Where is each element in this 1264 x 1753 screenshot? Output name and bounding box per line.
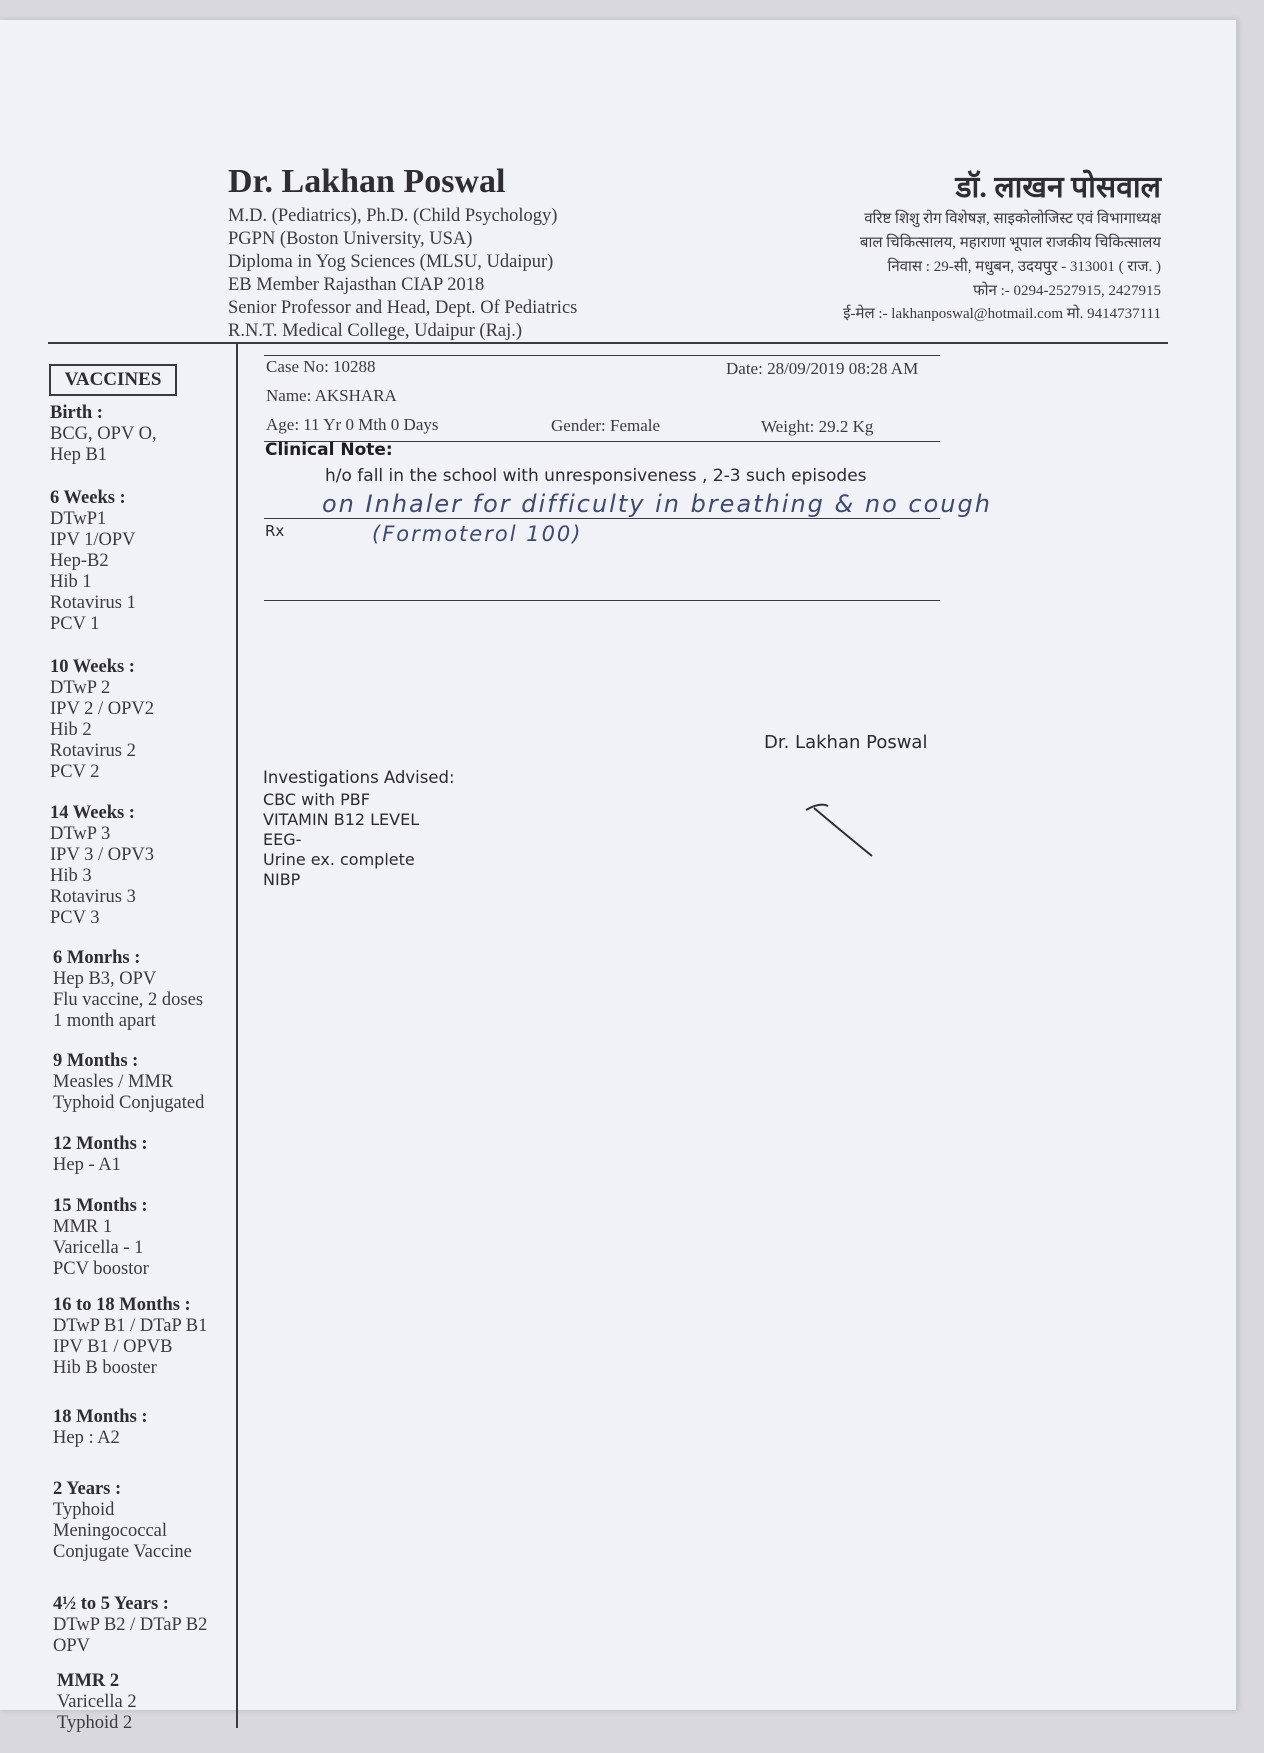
vaccine-item: PCV 1 bbox=[50, 614, 100, 634]
vaccine-item: Hep : A2 bbox=[53, 1428, 120, 1448]
hindi-info-line: ई-मेल :- lakhanposwal@hotmail.com मो. 9414737111 bbox=[843, 306, 1161, 322]
investigation-item: VITAMIN B12 LEVEL bbox=[263, 810, 420, 829]
vaccine-group bbox=[53, 1407, 238, 1449]
qualification-line: Diploma in Yog Sciences (MLSU, Udaipur) bbox=[228, 252, 554, 272]
header-divider bbox=[48, 342, 1168, 344]
vaccine-item: Varicella - 1 bbox=[53, 1238, 144, 1258]
vaccine-item: IPV 1/OPV bbox=[50, 530, 136, 550]
vaccine-item: MMR 1 bbox=[53, 1217, 113, 1237]
patient-gender: Gender: Female bbox=[551, 416, 661, 435]
qualification-line: M.D. (Pediatrics), Ph.D. (Child Psychology) bbox=[228, 206, 558, 226]
vaccine-group bbox=[50, 657, 235, 783]
vaccine-group bbox=[50, 803, 235, 929]
vaccine-item: Rotavirus 2 bbox=[50, 741, 136, 761]
investigations-title: Investigations Advised: bbox=[263, 768, 455, 787]
hindi-info-line: निवास : 29-सी, मधुबन, उदयपुर - 313001 ( राज. ) bbox=[887, 259, 1161, 275]
rx-label: Rx bbox=[265, 522, 285, 540]
investigation-item: EEG- bbox=[263, 830, 302, 849]
vaccine-item: Rotavirus 3 bbox=[50, 887, 136, 907]
vaccine-group-heading: 4½ to 5 Years : bbox=[53, 1594, 169, 1614]
vaccine-item: BCG, OPV O, bbox=[50, 424, 157, 444]
rx-rule bbox=[264, 518, 940, 519]
signature-name: Dr. Lakhan Poswal bbox=[764, 732, 928, 753]
vaccine-group-heading: 9 Months : bbox=[53, 1051, 139, 1071]
rx-bottom-rule bbox=[264, 600, 940, 601]
qualification-line: PGPN (Boston University, USA) bbox=[228, 229, 473, 249]
vaccine-group-heading: 10 Weeks : bbox=[50, 657, 135, 677]
vaccine-item: Varicella 2 bbox=[57, 1692, 137, 1712]
vaccine-group-heading: 14 Weeks : bbox=[50, 803, 135, 823]
vaccine-item: Hep - A1 bbox=[53, 1155, 121, 1175]
qualification-line: Senior Professor and Head, Dept. Of Pediatrics bbox=[228, 298, 578, 318]
vaccine-group-heading: 12 Months : bbox=[53, 1134, 148, 1154]
qualification-line: R.N.T. Medical College, Udaipur (Raj.) bbox=[228, 321, 523, 341]
vaccine-item: PCV 3 bbox=[50, 908, 100, 928]
vaccine-item: Hib 2 bbox=[50, 720, 92, 740]
vaccines-title: VACCINES bbox=[49, 364, 177, 396]
vaccine-group-heading: 16 to 18 Months : bbox=[53, 1295, 191, 1315]
investigation-item: NIBP bbox=[263, 870, 301, 889]
vaccine-item: Typhoid 2 bbox=[57, 1713, 133, 1733]
vaccine-item: Hep B3, OPV bbox=[53, 969, 157, 989]
vaccine-group bbox=[53, 1051, 238, 1114]
handwritten-note: on Inhaler for difficulty in breathing & no cough bbox=[322, 490, 992, 518]
doctor-name: Dr. Lakhan Poswal bbox=[228, 163, 506, 200]
vaccine-item: OPV bbox=[53, 1636, 91, 1656]
prescription-paper bbox=[0, 20, 1238, 1733]
vaccine-item: PCV 2 bbox=[50, 762, 100, 782]
investigation-item: CBC with PBF bbox=[263, 790, 370, 809]
investigation-item: Urine ex. complete bbox=[263, 850, 415, 869]
vaccine-group bbox=[53, 1134, 238, 1176]
vaccine-group bbox=[53, 1196, 238, 1280]
vaccine-group bbox=[53, 1479, 238, 1563]
vaccine-group bbox=[50, 488, 235, 635]
vaccine-item: DTwP 3 bbox=[50, 824, 111, 844]
vaccine-item: DTwP B2 / DTaP B2 bbox=[53, 1615, 208, 1635]
vaccine-item: IPV 3 / OPV3 bbox=[50, 845, 154, 865]
vaccine-item: Meningococcal bbox=[53, 1521, 168, 1541]
patient-weight: Weight: 29.2 Kg bbox=[761, 417, 874, 436]
clinical-note-text: h/o fall in the school with unresponsiveness , 2-3 such episodes bbox=[325, 466, 867, 486]
vaccine-group-heading: 2 Years : bbox=[53, 1479, 122, 1499]
vaccine-item: Rotavirus 1 bbox=[50, 593, 136, 613]
signature-mark bbox=[800, 800, 880, 860]
vaccine-item: Typhoid bbox=[53, 1500, 115, 1520]
clinical-note-label: Clinical Note: bbox=[265, 440, 393, 460]
handwritten-note: (Formoterol 100) bbox=[372, 522, 583, 546]
hindi-info-line: बाल चिकित्सालय, महाराणा भूपाल राजकीय चिकित्सालय bbox=[859, 235, 1161, 251]
vaccine-item: DTwP 2 bbox=[50, 678, 111, 698]
vaccine-group bbox=[57, 1671, 242, 1734]
vaccine-group-heading: 18 Months : bbox=[53, 1407, 148, 1427]
vaccine-group-heading: 6 Weeks : bbox=[50, 488, 126, 508]
vaccine-group-heading: 6 Monrhs : bbox=[53, 948, 141, 968]
vaccine-group-heading: 15 Months : bbox=[53, 1196, 148, 1216]
vaccine-item: DTwP B1 / DTaP B1 bbox=[53, 1316, 208, 1336]
vaccine-item: DTwP1 bbox=[50, 509, 107, 529]
vaccine-group-heading: Birth : bbox=[50, 403, 103, 423]
vaccine-item: Hib 3 bbox=[50, 866, 92, 886]
vaccine-item: PCV boostor bbox=[53, 1259, 149, 1279]
vaccine-item: IPV 2 / OPV2 bbox=[50, 699, 154, 719]
meta-top-rule bbox=[264, 355, 940, 356]
vaccine-group bbox=[53, 948, 238, 1032]
vaccine-item: 1 month apart bbox=[53, 1011, 156, 1031]
patient-name: Name: AKSHARA bbox=[266, 386, 397, 405]
case-number: Case No: 10288 bbox=[266, 357, 376, 376]
vaccine-group bbox=[53, 1594, 238, 1657]
visit-date: Date: 28/09/2019 08:28 AM bbox=[726, 359, 919, 378]
vaccine-item: Hep-B2 bbox=[50, 551, 109, 571]
vaccine-group bbox=[53, 1295, 238, 1379]
vaccine-item: Measles / MMR bbox=[53, 1072, 174, 1092]
doctor-name-hindi: डॉ. लाखन पोसवाल bbox=[955, 171, 1161, 204]
vaccine-item: Flu vaccine, 2 doses bbox=[53, 990, 204, 1010]
vaccine-item: Hib B booster bbox=[53, 1358, 157, 1378]
hindi-info-line: फोन :- 0294-2527915, 2427915 bbox=[973, 283, 1161, 299]
hindi-info-line: वरिष्ट शिशु रोग विशेषज्ञ, साइकोलोजिस्ट एवं विभागाध्यक्ष bbox=[864, 211, 1161, 227]
vaccine-item: Hep B1 bbox=[50, 445, 108, 465]
vaccine-item: IPV B1 / OPVB bbox=[53, 1337, 173, 1357]
patient-age: Age: 11 Yr 0 Mth 0 Days bbox=[266, 415, 439, 434]
vaccine-item: Typhoid Conjugated bbox=[53, 1093, 205, 1113]
vaccine-group bbox=[50, 403, 235, 466]
vaccine-item: Conjugate Vaccine bbox=[53, 1542, 192, 1562]
qualification-line: EB Member Rajasthan CIAP 2018 bbox=[228, 275, 485, 295]
vaccine-item: Hib 1 bbox=[50, 572, 92, 592]
vaccine-group-heading: MMR 2 bbox=[57, 1671, 120, 1691]
